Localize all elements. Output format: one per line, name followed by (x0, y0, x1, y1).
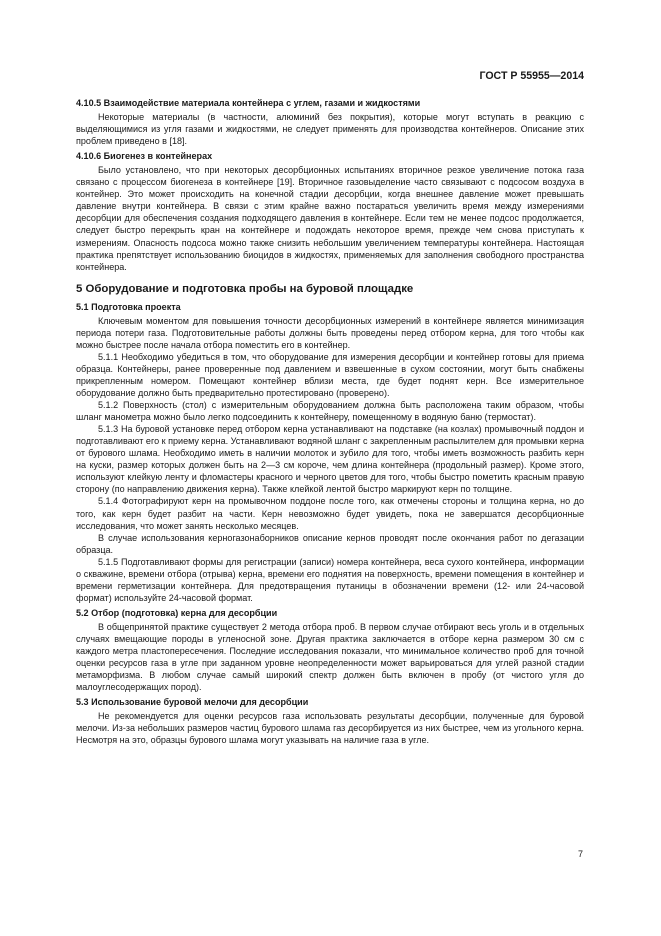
document-body (76, 94, 584, 746)
heading-4-10-6: 4.10.6 Биогенез в контейнерах (76, 151, 213, 162)
paragraph: Ключевым моментом для повышения точности десорбционных измерений в контейнере является минимизация периода потери газа. Подготовительные работы должны быть проведены перед отбором керна, для того чтобы как можно быстрее после начала отбора поместить его в контейнер. (76, 315, 584, 350)
heading-5-1: 5.1 Подготовка проекта (76, 301, 181, 312)
paragraph-5-1-3: 5.1.3 На буровой установке перед отбором керна устанавливают на подставке (на козлах) промывочный поддон и подготавливают его к приему керна. Устанавливают водяной шланг с закрепленным распылителем для промывки керна от бурового шлама. Необходимо иметь в наличии молоток и зубило для того, чтобы иметь возможность разбить керн на куски, размер которых должен быть на 2—3 см короче, чем длина контейнера (продольный размер). Кроме этого, используют клейкую ленту и фломастеры красного и черного цветов для того, чтобы быстро пометить красным правую сторону (по направлению движения керна). Также клейкой лентой быстро маркируют керн по толщине. (76, 424, 584, 495)
paragraph: В случае использования керногазонаборников описание кернов проводят после окончания работ по дегазации образца. (76, 532, 584, 555)
paragraph-5-1-5: 5.1.5 Подготавливают формы для регистрации (записи) номера контейнера, веса сухого контейнера, информации о скважине, времени отбора (отрыва) керна, времени его поднятия на поверхность, времени помещения в контейнер и времени герметизации контейнера. Для предотвращения путаницы в обозначении времени (12- или 24-часовой формат) используйте 24-часовой формат. (76, 556, 584, 603)
page-number: 7 (578, 849, 584, 859)
paragraph: Некоторые материалы (в частности, алюминий без покрытия), которые могут вступать в реакцию с выделяющимися из угля газами и жидкостями, не следует применять для производства контейнеров. Описание этих проблем приведено в [18]. (76, 112, 584, 147)
standard-number: ГОСТ Р 55955—2014 (479, 70, 584, 82)
heading-5-2: 5.2 Отбор (подготовка) керна для десорбции (76, 607, 278, 618)
paragraph: Было установлено, что при некоторых десорбционных испытаниях вторичное резкое увеличение потока газа связано с процессом биогенеза в контейнере [19]. Вторичное газовыделение часто связывают с подсосом воздуха в контейнер. Это может происходить на конечной стадии десорбции, когда внешнее давление может превышать давление внутри контейнера. В связи с этим крайне важно постараться увеличить время между измерениями десорбции для обеспечения создания подходящего давления в контейнере. Если тем не менее подсос продолжается, следует быстро перекрыть кран на контейнере и подождать некоторое время, прежде чем снова приступать к измерениям. Опасность подсоса можно также снизить небольшим увеличением температуры контейнера. Настоящая практика препятствует использованию биоцидов в жидкостях, применяемых для заполнения свободного пространства контейнера. (76, 165, 584, 272)
paragraph-5-1-4: 5.1.4 Фотографируют керн на промывочном поддоне после того, как отмечены стороны и толщина керна, но до того, как керн будет разбит на части. Керн невозможно будет увидеть, пока не завершатся десорбционные исследования, что может занять несколько месяцев. (76, 496, 584, 531)
paragraph-5-1-1: 5.1.1 Необходимо убедиться в том, что оборудование для измерения десорбции и контейнер готовы для приема образца. Контейнеры, ранее проверенные под давлением и взвешенные в сухом состоянии, могут быть снабжены прикрепленным номером. Помещают контейнер вблизи места, где будет поднят керн. Все измерительное оборудование должно быть предварительно протестировано (проверено). (76, 351, 584, 399)
paragraph-5-1-2: 5.1.2 Поверхность (стол) с измерительным оборудованием должна быть расположена таким образом, чтобы шланг манометра можно было легко подсоединить к контейнеру, помещенному в водяную баню (термостат). (76, 400, 584, 423)
paragraph: В общепринятой практике существует 2 метода отбора проб. В первом случае отбирают весь уголь и в отдельных случаях вмещающие породы в угленосной зоне. Другая практика заключается в отборе керна размером 30 см с каждого метра пластопересечения. Последние исследования показали, что минимальное количество проб для точной оценки ресурсов газа в угле при заданном уровне неопределенности может варьироваться для углей разной стадии метаморфизма. В любом случае самый широкий спектр должен быть включен в пробу (от чистого угля до малоуглесодержащих пород). (76, 621, 584, 693)
heading-4-10-5: 4.10.5 Взаимодействие материала контейнера с углем, газами и жидкостями (76, 98, 421, 108)
paragraph: Не рекомендуется для оценки ресурсов газа использовать результаты десорбции, полученные для буровой мелочи. Из-за небольших размеров частиц бурового шлама газ десорбируется из них быстрее, чем из угольного керна. Несмотря на это, образцы бурового шлама могут указывать на наличие газа в угле. (76, 711, 584, 746)
heading-5-3: 5.3 Использование буровой мелочи для десорбции (76, 697, 309, 708)
section-heading-5: 5 Оборудование и подготовка пробы на буровой площадке (76, 282, 414, 295)
